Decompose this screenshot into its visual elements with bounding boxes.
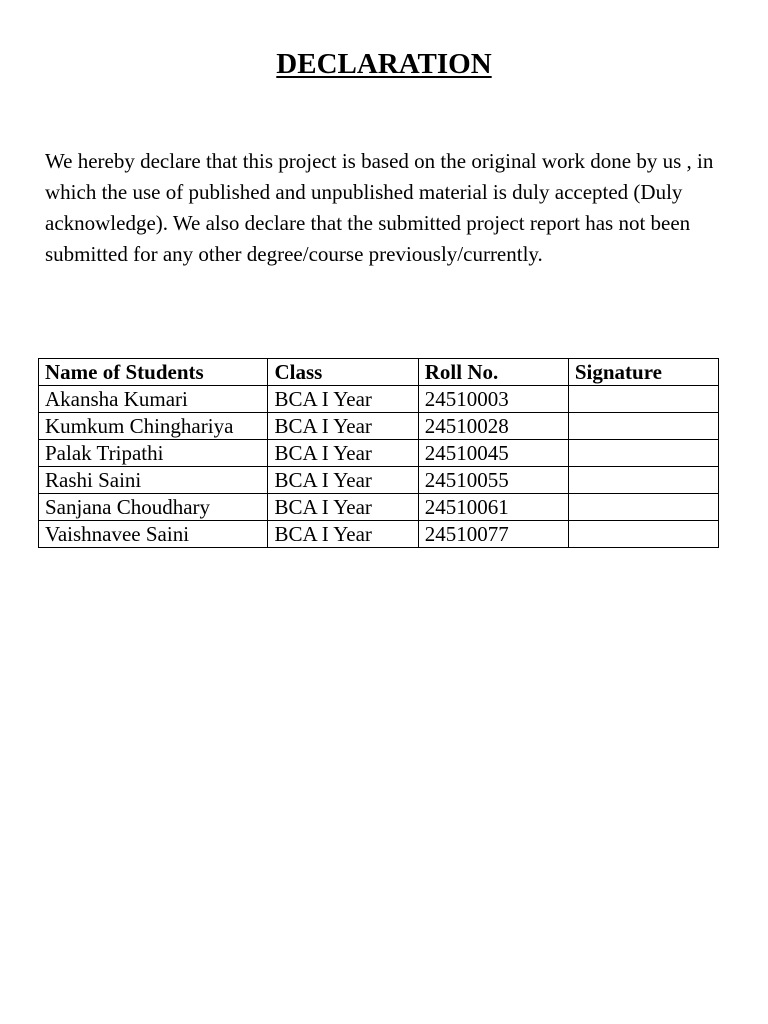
student-roll-no: 24510055 (418, 467, 568, 494)
header-roll-no: Roll No. (418, 359, 568, 386)
student-roll-no: 24510028 (418, 413, 568, 440)
student-name: Rashi Saini (39, 467, 268, 494)
page-title: DECLARATION (276, 48, 492, 80)
student-name: Vaishnavee Saini (39, 521, 268, 548)
student-signature (568, 521, 718, 548)
students-table (38, 358, 719, 548)
header-class: Class (268, 359, 418, 386)
table-header-row (39, 359, 719, 386)
student-class: BCA I Year (268, 413, 418, 440)
student-class: BCA I Year (268, 521, 418, 548)
student-class: BCA I Year (268, 494, 418, 521)
table-row (39, 467, 719, 494)
student-class: BCA I Year (268, 467, 418, 494)
student-name: Sanjana Choudhary (39, 494, 268, 521)
student-roll-no: 24510061 (418, 494, 568, 521)
table-row (39, 413, 719, 440)
student-signature (568, 386, 718, 413)
student-signature (568, 494, 718, 521)
table-row (39, 440, 719, 467)
student-class: BCA I Year (268, 440, 418, 467)
table-row (39, 386, 719, 413)
table-row (39, 494, 719, 521)
student-name: Akansha Kumari (39, 386, 268, 413)
header-name: Name of Students (39, 359, 268, 386)
student-class: BCA I Year (268, 386, 418, 413)
student-roll-no: 24510003 (418, 386, 568, 413)
table-row (39, 521, 719, 548)
student-signature (568, 467, 718, 494)
student-roll-no: 24510045 (418, 440, 568, 467)
student-name: Kumkum Chinghariya (39, 413, 268, 440)
student-signature (568, 440, 718, 467)
declaration-paragraph: We hereby declare that this project is based on the original work done by us , in which the use of published and unpublished material is duly accepted (Duly acknowledge). We also declare that the submitted project report has not been submitted for any other degree/course previously/currently. (45, 149, 714, 266)
header-signature: Signature (568, 359, 718, 386)
student-signature (568, 413, 718, 440)
student-name: Palak Tripathi (39, 440, 268, 467)
student-roll-no: 24510077 (418, 521, 568, 548)
